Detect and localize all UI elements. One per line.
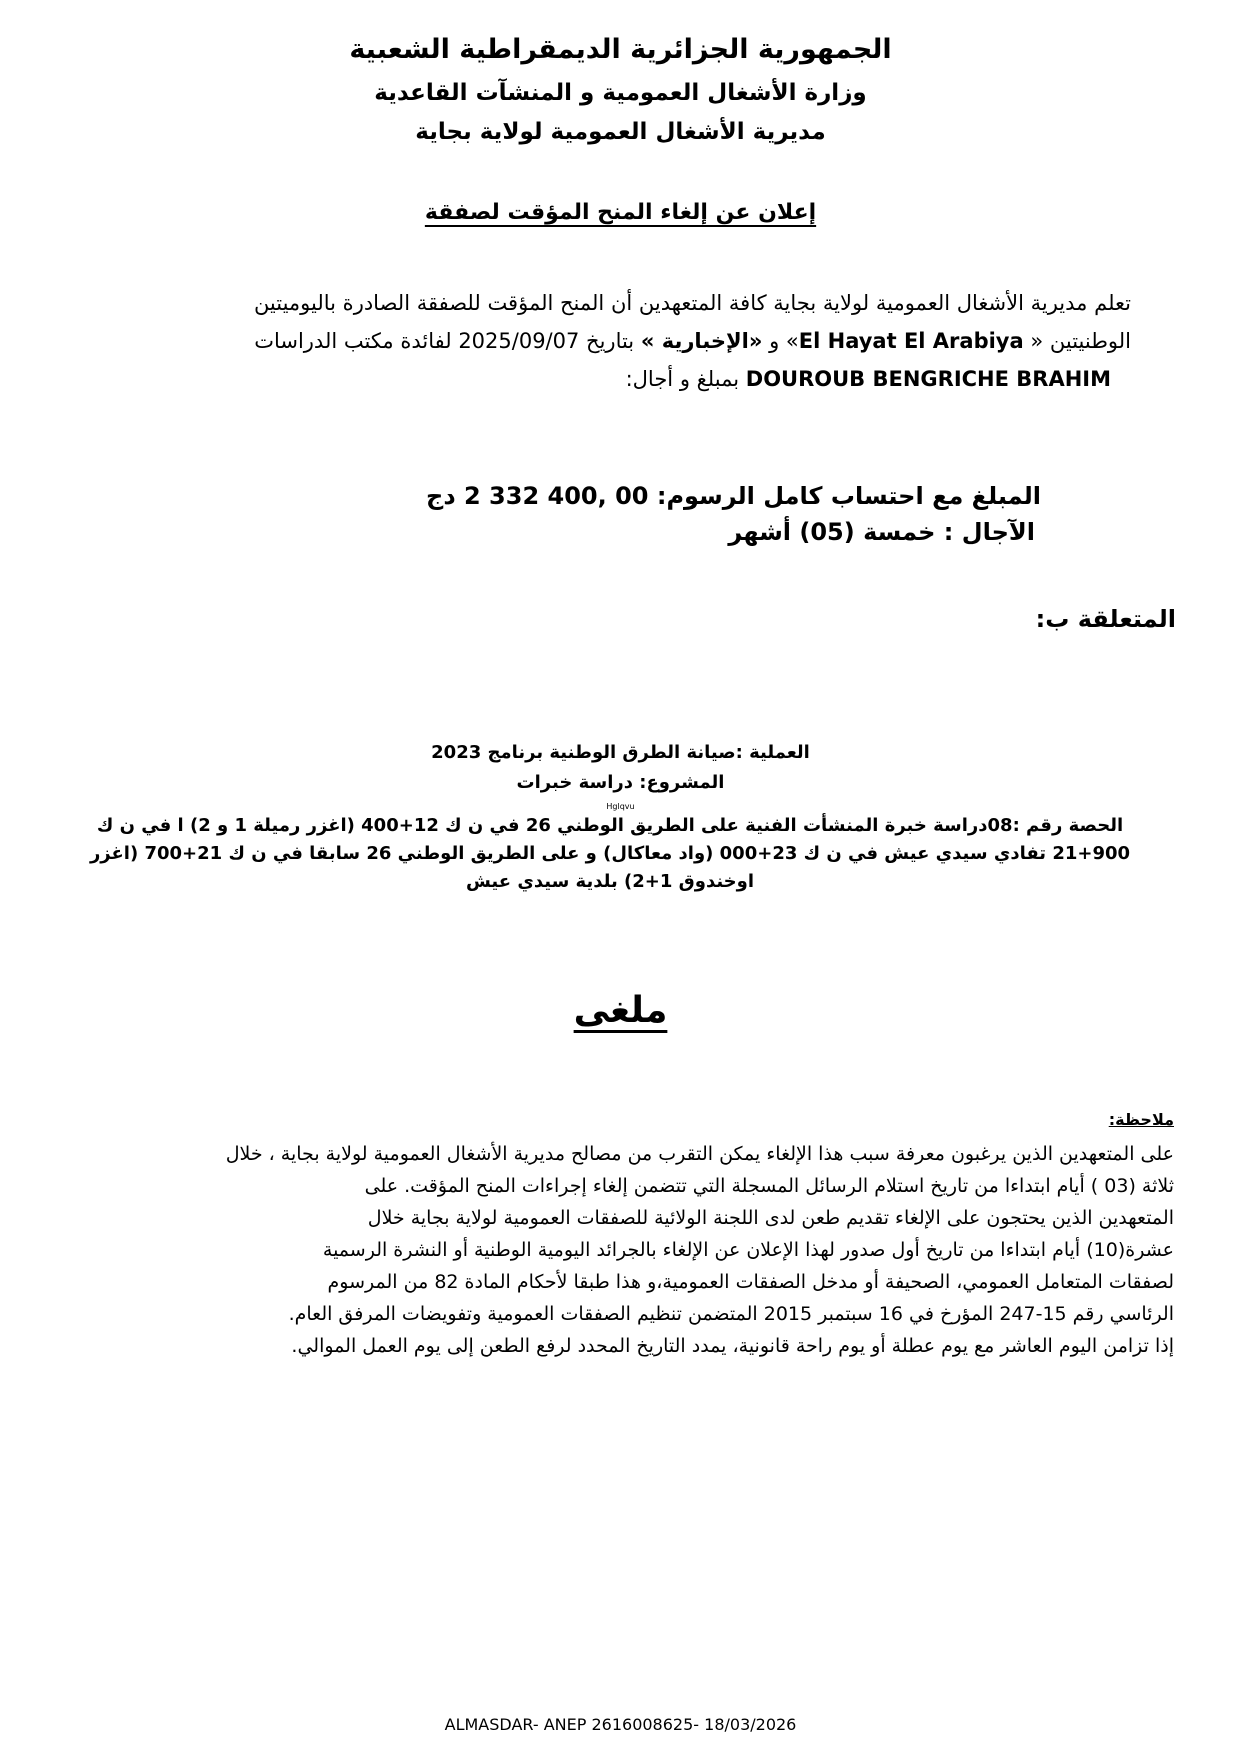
operation-line: العملية :صيانة الطرق الوطنية برنامج 2023: [431, 742, 810, 763]
project-line: المشروع: دراسة خبرات: [516, 772, 725, 793]
intro-line-2: [71, 322, 1131, 360]
newspaper-1: El Hayat El Arabiya: [798, 329, 1024, 353]
lot-line-1: الحصة رقم :08دراسة خبرة المنشأت الفنية على الطريق الوطني 26 في ن ك 12+400 (اغزر رميلة 1 و 2) ا في ن ك: [96, 815, 1124, 836]
intro-line-1: تعلم مديرية الأشغال العمومية لولاية بجاية كافة المتعهدين أن المنح المؤقت للصفقة الصادرة باليوميتين: [253, 291, 1131, 315]
intro-line-3-suffix: بمبلغ و أجال:: [625, 367, 746, 391]
note-line: لصفقات المتعامل العمومي، الصحيفة أو مدخل الصفقات العمومية،و هذا طبقا لأحكام المادة 82 من المرسوم: [327, 1271, 1174, 1293]
cancelled-status-text: ملغى: [573, 990, 668, 1031]
lot-line-3: اوخندوق 1+2) بلدية سيدي عيش: [465, 871, 755, 892]
announcement-title-text: إعلان عن إلغاء المنح المؤقت لصفقة: [424, 200, 817, 225]
note-line: إذا تزامن اليوم العاشر مع يوم عطلة أو يوم راحة قانونية، يمدد التاريخ المحدد لرفع الطعن إلى يوم العمل الموالي.: [291, 1335, 1174, 1357]
note-label: ملاحظة:: [1108, 1110, 1174, 1129]
lot-line-2: 21+900 تفادي سيدي عيش في ن ك 23+000 (واد معاكال) و على الطريق الوطني 26 سابقا في ن ك 21+700 (اغزر: [89, 843, 1131, 864]
intro-line-3: [51, 360, 1111, 398]
note-line: المتعهدين الذين يحتجون على الإلغاء تقديم طعن لدى اللجنة الولائية للصفقات العمومية لولاية بجاية خلال: [367, 1207, 1174, 1229]
newspaper-2: «الإخبارية »: [640, 329, 763, 353]
header-ministry: وزارة الأشغال العمومية و المنشآت القاعدية: [374, 80, 867, 106]
award-duration: الآجال : خمسة (05) أشهر: [728, 518, 1035, 546]
intro-line-2-suffix: بتاريخ 2025/09/07 لفائدة مكتب الدراسات: [254, 329, 641, 353]
note-line: على المتعهدين الذين يرغبون معرفة سبب هذا الإلغاء يمكن التقرب من مصالح مديرية الأشغال العمومية لولاية بجاية ، خلال: [225, 1143, 1174, 1165]
header-republic: الجمهورية الجزائرية الديمقراطية الشعبية: [349, 34, 892, 65]
note-line: عشرة(10) أيام ابتداءا من تاريخ أول صدور لهذا الإعلان عن الإلغاء بالجرائد اليومية الوطنية أو النشرة الرسمية: [322, 1239, 1174, 1261]
beneficiary-name: DOUROUB BENGRICHE BRAHIM: [745, 367, 1111, 391]
header-directorate: مديرية الأشغال العمومية لولاية بجاية: [415, 119, 826, 145]
intro-line-2-prefix: الوطنيتين «: [1023, 329, 1131, 353]
related-label: المتعلقة ب:: [1035, 605, 1176, 633]
footer-reference: ALMASDAR- ANEP 2616008625- 18/03/2026: [444, 1715, 797, 1734]
announcement-title: [0, 200, 1241, 225]
intro-line-2-mid: » و: [762, 329, 799, 353]
cancelled-status: [0, 990, 1241, 1031]
note-line: الرئاسي رقم 15-247 المؤرخ في 16 سبتمبر 2015 المتضمن تنظيم الصفقات العمومية وتفويضات المرفق العام.: [288, 1303, 1174, 1325]
stray-text: Hglqvu: [606, 802, 635, 811]
award-amount: المبلغ مع احتساب كامل الرسوم: 00 ,400 332 2 دج: [426, 482, 1041, 510]
note-line: ثلاثة (03 ) أيام ابتداءا من تاريخ استلام الرسائل المسجلة التي تتضمن إلغاء إجراءات المنح المؤقت. على: [364, 1175, 1174, 1197]
